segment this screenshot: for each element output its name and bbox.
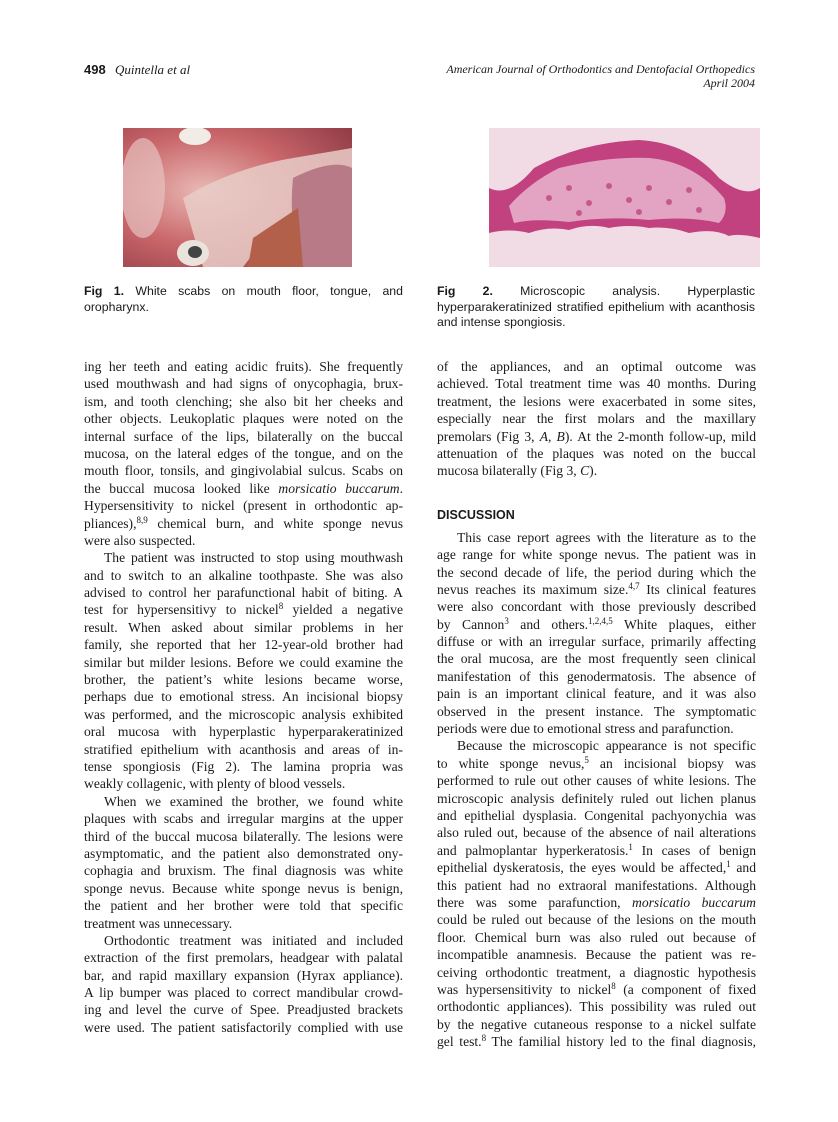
text-line — [84, 358, 403, 375]
text-line — [437, 1033, 756, 1050]
text-line — [84, 880, 403, 897]
text-run: and epithelial dysplasia. Congenital pachyonychia was — [437, 807, 756, 823]
text-line — [437, 428, 756, 445]
text-line — [84, 706, 403, 723]
text-run: floor. Chemical burn was also ruled out because of — [437, 929, 756, 945]
text-line — [437, 529, 756, 546]
citation-superscript: 8 — [278, 601, 284, 612]
text-line — [437, 772, 756, 789]
text-line — [84, 549, 403, 566]
text-line — [84, 741, 403, 758]
text-run: ceiving orthodontic treatment, a diagnostic hypothesis — [437, 964, 756, 980]
text-line — [84, 410, 403, 427]
text-run: similar but milder lesions. Before we could examine the — [84, 654, 403, 670]
figure-2-histology-photo — [489, 128, 760, 267]
text-run: In cases of benign — [632, 842, 756, 858]
text-line — [437, 375, 756, 392]
text-run: were also suspected. — [84, 532, 196, 548]
text-run: The familial history led to the final diagnosis, — [486, 1034, 756, 1050]
text-line — [84, 515, 403, 532]
text-run: mucosa, on the lateral edges of the tongue, and on the — [84, 445, 403, 461]
text-line — [84, 845, 403, 862]
citation-superscript: 8,9 — [136, 514, 148, 525]
text-line — [84, 949, 403, 966]
text-line — [84, 393, 403, 410]
text-line — [437, 981, 756, 998]
text-run: mucosa bilaterally (Fig 3, — [437, 463, 581, 479]
text-run: the buccal mucosa looked like — [84, 480, 279, 496]
text-line — [84, 636, 403, 653]
text-run: chemical burn, and white sponge nevus — [147, 515, 403, 531]
left-column — [84, 358, 403, 1036]
text-line — [84, 567, 403, 584]
text-line — [437, 616, 756, 633]
text-line — [84, 984, 403, 1001]
text-line — [437, 946, 756, 963]
text-line — [84, 915, 403, 932]
figure-2-caption — [437, 284, 755, 331]
text-run: plaques with scabs and irregular margins at the upper — [84, 811, 403, 827]
running-authors: Quintella et al — [114, 62, 191, 77]
text-line — [437, 964, 756, 981]
text-run: by Cannon — [437, 616, 505, 632]
text-run: pain is an important clinical feature, and it was also — [437, 686, 756, 702]
text-line — [437, 462, 756, 479]
figure-1-caption — [84, 284, 403, 315]
italic-term: C — [580, 463, 590, 479]
text-run: diffuse or with an irregular surface, primarily affecting — [437, 634, 756, 650]
text-run: used mouthwash and had signs of onycophagia, brux- — [84, 376, 403, 392]
text-run: ing and level the curve of Spee. Preadjusted brackets — [84, 1002, 403, 1018]
text-run: ism, and tooth clenching; she also bit her cheeks and — [84, 393, 403, 409]
text-line — [84, 584, 403, 601]
text-run: was performed, and the microscopic analysis exhibited — [84, 706, 403, 722]
text-run: especially near the first molars and the maxillary — [437, 411, 756, 427]
text-run: of the appliances, and an optimal outcome was — [437, 359, 756, 374]
citation-superscript: 5 — [584, 754, 589, 765]
text-run: the second decade of life, the period during which the — [437, 564, 756, 580]
text-line — [437, 842, 756, 859]
section-heading-discussion: DISCUSSION — [437, 507, 515, 522]
text-line — [437, 720, 756, 737]
citation-superscript: 1 — [726, 859, 731, 870]
text-line — [437, 877, 756, 894]
text-run: result. When asked about similar problems in her — [84, 619, 403, 635]
paragraph — [437, 358, 756, 480]
text-run: were used. The patient satisfactorily complied with use — [84, 1019, 403, 1035]
text-run: When we examined the brother, we found white — [104, 793, 403, 809]
text-line — [437, 790, 756, 807]
text-run: microscopic analysis definitely ruled out lichen planus — [437, 790, 756, 806]
text-run: asymptomatic, and the patient also demonstrated ony- — [84, 845, 403, 861]
text-line — [84, 723, 403, 740]
text-line — [84, 775, 403, 792]
text-run: This case report agrees with the literature as to the — [457, 529, 756, 545]
text-line — [84, 810, 403, 827]
text-run: the patient and her brother were told that specific — [84, 898, 403, 914]
text-line — [84, 758, 403, 775]
text-run: bar, and rapid maxillary expansion (Hyrax appliance). — [84, 967, 403, 983]
text-line — [437, 598, 756, 615]
text-line — [437, 633, 756, 650]
page-number: 498 — [84, 62, 106, 77]
text-run: stratified epithelium with acanthosis and areas of in- — [84, 741, 403, 757]
figure-1-caption-text: White scabs on mouth floor, tongue, and oropharynx. — [84, 284, 403, 314]
text-run: extraction of the first premolars, headgear with palatal — [84, 950, 403, 966]
citation-superscript: 8 — [481, 1033, 487, 1044]
citation-superscript: 1,2,4,5 — [588, 615, 613, 626]
text-line — [84, 932, 403, 949]
text-run: pliances), — [84, 515, 137, 531]
text-line — [84, 654, 403, 671]
text-run: and palmoplantar hyperkeratosis. — [437, 842, 629, 858]
citation-superscript: 8 — [611, 980, 616, 991]
text-line — [437, 393, 756, 410]
text-run: White plaques, either — [612, 616, 756, 632]
issue-date: April 2004 — [703, 76, 755, 90]
running-header-right — [446, 62, 755, 90]
citation-superscript: 1 — [628, 841, 633, 852]
left-body-text — [84, 358, 403, 1036]
text-run: achieved. Total treatment time was 40 months. During — [437, 376, 756, 392]
text-line — [437, 581, 756, 598]
text-run: mouth floor, tonsils, and gingivolabial sulcus. Scabs on — [84, 463, 403, 479]
text-run: oral mucosa with hyperplastic hyperparakeratinized — [84, 724, 403, 740]
text-run: Hypersensitivity to nickel (present in orthodontic ap- — [84, 498, 403, 514]
text-run: there was some parafunction, — [437, 894, 632, 910]
text-line — [84, 619, 403, 636]
text-line — [437, 685, 756, 702]
text-line — [84, 828, 403, 845]
right-body-text-before — [437, 358, 756, 480]
italic-term: A, B — [539, 428, 565, 444]
text-line — [437, 911, 756, 928]
text-line — [84, 462, 403, 479]
paragraph — [437, 529, 756, 738]
text-run: Orthodontic treatment was initiated and included — [104, 932, 403, 948]
text-run: other objects. Leukoplatic plaques were noted on the — [84, 411, 403, 427]
text-line — [437, 668, 756, 685]
text-line — [84, 1001, 403, 1018]
figure-2-label: Fig 2. — [437, 284, 493, 298]
citation-superscript: 4,7 — [628, 580, 640, 591]
text-run: were also concordant with those previously described — [437, 599, 756, 615]
text-line — [84, 375, 403, 392]
text-run: epithelial dyskeratosis, the eyes would be affected, — [437, 860, 727, 876]
paragraph — [84, 793, 403, 932]
text-run: periods were due to emotional stress and parafunction. — [437, 721, 734, 737]
text-run: treatment was unnecessary. — [84, 915, 233, 931]
text-line — [84, 428, 403, 445]
text-line — [437, 445, 756, 462]
text-run: by the negative cutaneous response to a nickel sulfate — [437, 1016, 756, 1032]
text-run: A lip bumper was placed to correct mandibular crowd- — [84, 985, 403, 1001]
figure-1-label: Fig 1. — [84, 284, 125, 298]
text-run: age range for white sponge nevus. The patient was in — [437, 547, 756, 563]
text-run: ). — [589, 463, 598, 479]
text-line — [437, 807, 756, 824]
text-run: and to switch to an alkaline toothpaste. She was also — [84, 567, 403, 583]
text-run: was hypersensitivity to nickel — [437, 981, 612, 997]
text-line — [84, 793, 403, 810]
text-line — [84, 601, 403, 618]
italic-term: morsicatio buccarum — [632, 894, 756, 910]
paragraph — [437, 737, 756, 1050]
text-run: and others. — [508, 616, 589, 632]
text-run: incompatible anamnesis. Because the patient was re- — [437, 947, 756, 963]
text-run: The patient was instructed to stop using mouthwash — [104, 550, 403, 566]
text-run: . — [399, 480, 403, 496]
text-run: cophagia and bruxism. The final diagnosis was white — [84, 863, 403, 879]
text-run: an incisional biopsy was — [588, 755, 756, 771]
text-run: and — [730, 860, 756, 876]
text-line — [84, 967, 403, 984]
text-run: this patient had no extraoral manifestations. Although — [437, 877, 756, 893]
text-line — [437, 824, 756, 841]
text-run: test for hypersensitivy to nickel — [84, 602, 279, 618]
text-line — [437, 650, 756, 667]
text-run: the oral mucosa, are the most frequently seen clinical — [437, 651, 756, 667]
text-run: weakly collagenic, with plenty of blood vessels. — [84, 776, 346, 792]
text-run: observed in the present instance. The symptomatic — [437, 703, 756, 719]
text-run: Because the microscopic appearance is not specific — [457, 738, 756, 754]
text-line — [84, 897, 403, 914]
text-line — [84, 862, 403, 879]
text-line — [437, 1016, 756, 1033]
text-run: attenuation of the plaques was noted on the buccal — [437, 445, 756, 461]
discussion-body-text — [437, 529, 756, 1051]
text-line — [437, 358, 756, 375]
italic-term: morsicatio buccarum — [278, 480, 400, 496]
text-line — [437, 737, 756, 754]
text-run: could be ruled out because of the lesions on the mouth — [437, 912, 756, 928]
text-run: advised to control her parafunctional habit of biting. A — [84, 585, 403, 601]
text-line — [84, 445, 403, 462]
paragraph — [84, 932, 403, 1036]
text-line — [437, 564, 756, 581]
text-line — [84, 1019, 403, 1036]
text-line — [437, 410, 756, 427]
text-line — [437, 755, 756, 772]
text-line — [84, 532, 403, 549]
figure-1-clinical-photo — [123, 128, 352, 267]
text-run: treatment, the lesions were exacerbated in some sites, — [437, 393, 756, 409]
right-column — [437, 358, 756, 1050]
text-run: ing her teeth and eating acidic fruits). She frequently — [84, 359, 403, 374]
running-header-left — [84, 62, 190, 78]
text-run: gel test. — [437, 1034, 482, 1050]
text-run: brother, the patient’s white lesions became worse, — [84, 672, 403, 688]
text-run: perhaps due to emotional stress. An incisional biopsy — [84, 689, 403, 705]
text-run: premolars (Fig 3, — [437, 428, 540, 444]
text-line — [437, 859, 756, 876]
text-line — [84, 688, 403, 705]
text-line — [437, 703, 756, 720]
text-line — [437, 929, 756, 946]
text-run: third of the buccal mucosa bilaterally. The lesions were — [84, 828, 403, 844]
text-run: family, she reported that her 12-year-old brother had — [84, 637, 403, 653]
text-run: also ruled out, because of the absence of nail alterations — [437, 825, 756, 841]
text-line — [84, 671, 403, 688]
text-line — [84, 480, 403, 497]
text-run: orthodontic appliances). This possibility was ruled out — [437, 999, 756, 1015]
text-run: (a component of fixed — [615, 981, 757, 997]
text-run: nevus reaches its maximum size. — [437, 581, 629, 597]
text-run: to white sponge nevus, — [437, 755, 585, 771]
text-run: tense spongiosis (Fig 2). The lamina propria was — [84, 758, 403, 774]
text-line — [437, 894, 756, 911]
text-run: Its clinical features — [639, 581, 756, 597]
text-run: sponge nevus. Because white sponge nevus is benign, — [84, 880, 403, 896]
citation-superscript: 3 — [504, 615, 509, 626]
text-run: ). At the 2-month follow-up, mild — [564, 428, 757, 444]
journal-title: American Journal of Orthodontics and Dentofacial Orthopedics — [446, 62, 755, 76]
figure-2-caption-text: Microscopic analysis. Hyperplastic hyperparakeratinized stratified epithelium with acanthosis and intense spongiosis. — [437, 284, 755, 329]
text-run: manifestation of this genodermatosis. The absence of — [437, 668, 756, 684]
text-run: yielded a negative — [283, 602, 403, 618]
text-run: performed to rule out other causes of white lesions. The — [437, 773, 756, 789]
paragraph — [84, 358, 403, 549]
text-line — [437, 546, 756, 563]
paragraph — [84, 549, 403, 792]
text-line — [437, 998, 756, 1015]
text-run: internal surface of the lips, bilaterally on the buccal — [84, 428, 403, 444]
text-line — [84, 497, 403, 514]
